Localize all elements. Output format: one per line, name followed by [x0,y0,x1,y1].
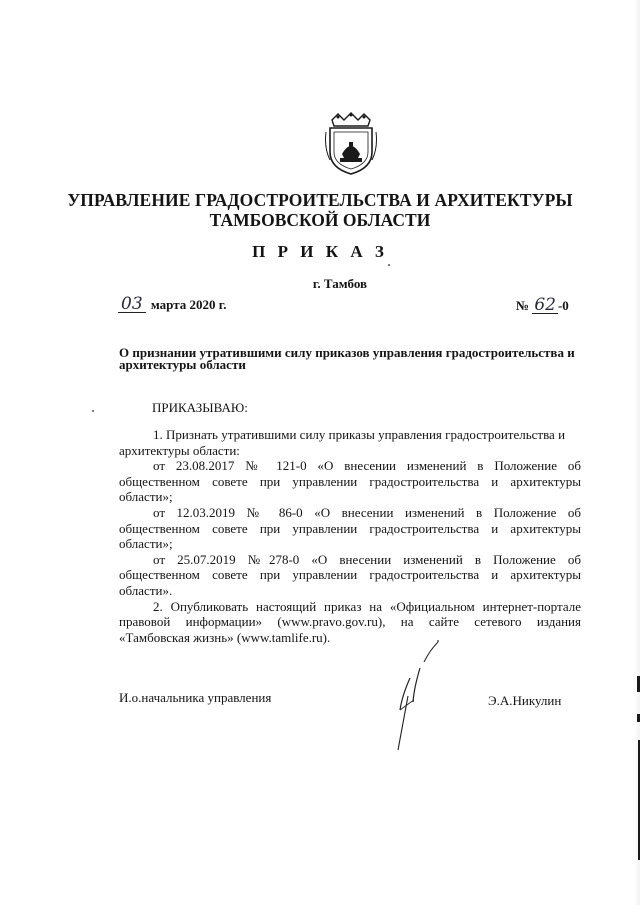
order-line: общественном совете при управлении градостроительства и архитектуры [119,567,581,583]
city-label: г. Тамбов [312,276,368,291]
document-subject: О признании утратившими силу приказов управления градостроительства и архитектуры области [119,345,575,372]
organization-name-line1: УПРАВЛЕНИЕ ГРАДОСТРОИТЕЛЬСТВА И АРХИТЕКТУРЫ [67,190,573,210]
scan-speck [92,410,94,412]
signatory-position: И.о.начальника управления [119,690,272,705]
decree-word: ПРИКАЗЫВАЮ: [152,400,248,415]
number-suffix: -0 [557,298,569,313]
item1-intro: 1. Признать утратившими силу приказы управления градостроительства и архитектуры области: [119,427,566,458]
order-line: от 23.08.2017 № 121-0 «О внесении изменений в Положение об [153,458,581,474]
order-line: от 12.03.2019 № 86-0 «О внесении изменений в Положение об [153,504,581,520]
document-type-title: П Р И К А З [252,242,388,261]
number-prefix: № [516,298,530,313]
item2-publication: 2. Опубликовать настоящий приказ на «Официальном интернет-портале правовой информации» (www.pravo.gov.ru), на сайте сетевого издания «Тамбовская жизнь» (www.tamlife.ru). [119,598,581,645]
document-date [118,296,226,313]
scan-speck [437,640,439,642]
order-line: от 25.07.2019 №278-0 «О внесении изменений в Положение об [153,551,581,567]
document-body [119,427,581,645]
document-number [516,295,569,315]
order-line: общественном совете при управлении градостроительства и архитектуры [119,520,581,536]
order-line: области». [119,582,173,598]
date-day-handwritten: 03 [118,296,146,313]
date-month-year: марта 2020 г. [150,297,227,312]
signatory-name: Э.А.Никулин [488,693,562,708]
number-handwritten: 62 [534,295,556,315]
tambov-coat-of-arms-icon [324,112,378,176]
order-line: области»; [119,489,173,505]
order-line: общественном совете при управлении градостроительства и архитектуры [119,473,581,489]
order-line: области»; [119,536,173,552]
organization-name-line2: ТАМБОВСКОЙ ОБЛАСТИ [209,210,431,230]
scan-speck [388,264,390,266]
handwritten-signature [380,638,450,753]
